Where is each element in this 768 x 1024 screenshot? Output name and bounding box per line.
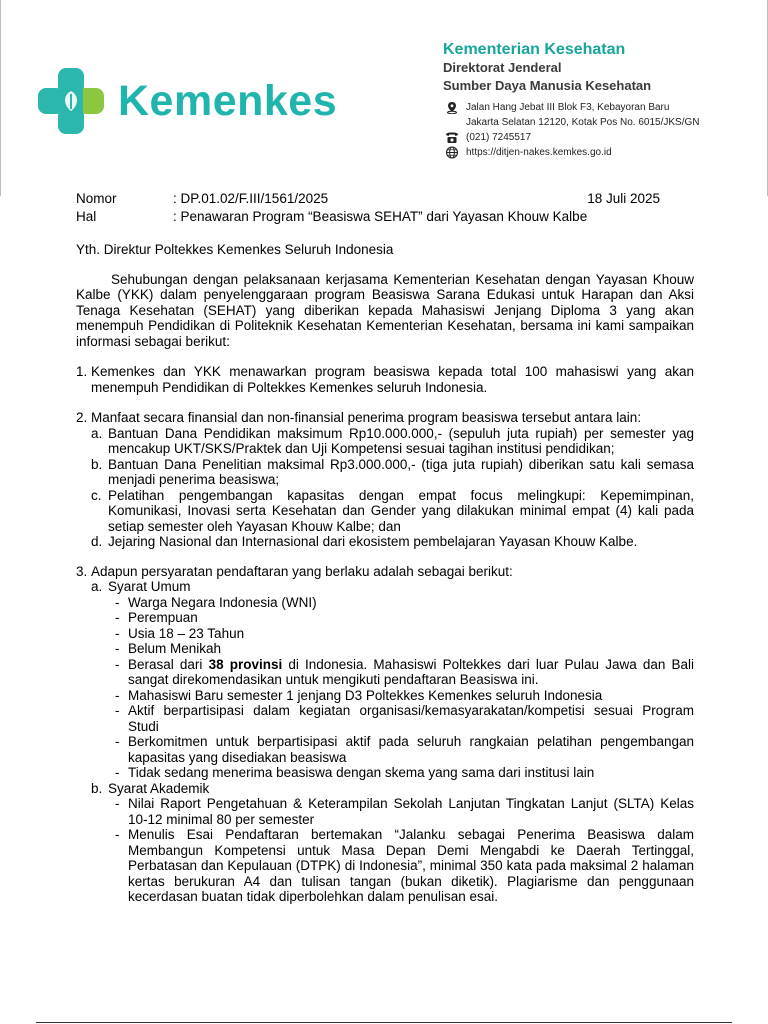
req-komitmen: [91, 734, 694, 765]
list-number: 2.: [76, 410, 88, 425]
dash-bullet: -: [115, 641, 120, 656]
directorate-line-2: Sumber Daya Manusia Kesehatan: [443, 78, 652, 93]
dash-bullet: -: [115, 687, 120, 703]
req-text-post: di Indonesia. Mahasiswi Poltekkes dari luar Pulau Jawa dan Bali sangat direkomendasikan untuk mengikuti pendaftaran Beasiswa ini.: [128, 656, 695, 687]
hal-value: : Penawaran Program “Beasiswa SEHAT” dari Yayasan Khouw Kalbe: [173, 209, 588, 224]
lead-paragraph: Sehubungan dengan pelaksanaan kerjasama Kementerian Kesehatan dengan Yayasan Khouw Kalbe (YKK) dalam penyelenggaraan program Beasiswa Sarana Edukasi untuk Harapan dan Aksi Tenaga Kesehatan (SEHAT) yang diberikan kepada Mahasiswi Jenjang Diploma 3 yang akan menempuh Pendidikan di Politeknik Kesehatan Kementerian Kesehatan, bersama ini kami sampaikan informasi sebagai berikut:: [76, 271, 694, 349]
req-text: Perempuan: [128, 610, 198, 625]
address-line-2: Jakarta Selatan 12120, Kotak Pos No. 6015/JKS/GN: [466, 117, 700, 128]
req-text: Belum Menikah: [128, 641, 222, 656]
hal-label: Hal: [76, 209, 97, 224]
dash-bullet: -: [115, 796, 120, 811]
dash-bullet: -: [115, 656, 120, 672]
req-text: Tidak sedang menerima beasiswa dengan skema yang sama dari institusi lain: [128, 765, 595, 780]
list-number: 3.: [76, 563, 88, 579]
globe-icon: [445, 146, 459, 159]
meta-row-nomor: [76, 191, 676, 209]
syarat-umum-title: Syarat Umum: [108, 579, 191, 594]
sub-item-c: [91, 488, 694, 535]
letter-meta: [76, 191, 676, 227]
sub-letter: d.: [91, 534, 103, 549]
list-item-1: [76, 364, 694, 395]
website-url[interactable]: https://ditjen-nakes.kemkes.go.id: [466, 147, 612, 158]
req-tidak-beasiswa: [91, 765, 694, 781]
dash-bullet: -: [115, 827, 120, 842]
list-number: 1.: [76, 364, 88, 379]
dash-bullet: -: [115, 765, 120, 780]
sub-item-text: Jejaring Nasional dan Internasional dari ekosistem pembelajaran Yayasan Khouw Kalbe.: [108, 534, 638, 549]
req-text-pre: Berasal dari: [128, 656, 209, 672]
kemenkes-logo: [38, 68, 104, 134]
org-name: Kementerian Kesehatan: [443, 41, 626, 58]
req-provinsi: [91, 657, 694, 688]
sub-item-text: Pelatihan pengembangan kapasitas dengan empat focus melingkupi: Kepemimpinan, Komunikasi, Inovasi serta Kesehatan dan Gender yang dilakukan minimal empat (4) kali pada setiap semester oleh Yayasan Khouw Kalbe; dan: [108, 487, 694, 534]
req-text: Aktif berpartisipasi dalam kegiatan organisasi/kemasyarakatan/kompetisi sesuai Program Studi: [128, 703, 694, 734]
nomor-label: Nomor: [76, 191, 117, 206]
letter-date: 18 Juli 2025: [587, 191, 660, 206]
addressee: Yth. Direktur Poltekkes Kemenkes Seluruh Indonesia: [76, 242, 394, 257]
req-mahasiswi-baru: [91, 688, 694, 704]
sub-letter: c.: [91, 487, 102, 503]
letterhead-address: [445, 100, 699, 160]
syarat-akademik-title: Syarat Akademik: [108, 780, 210, 796]
sub-letter: b.: [91, 780, 103, 796]
sub-item-d: [91, 534, 694, 550]
list-item-text: Manfaat secara finansial dan non-finansial penerima program beasiswa tersebut antara lain:: [91, 410, 642, 425]
letterhead-kop: [443, 40, 651, 95]
syarat-akademik: [91, 781, 694, 797]
footer-rule: [36, 1022, 732, 1023]
list-item-2: [76, 410, 694, 550]
phone-icon: [445, 131, 459, 144]
phone-row: [445, 130, 699, 145]
kemenkes-wordmark: Kemenkes: [118, 77, 338, 125]
sub-item-a: [91, 426, 694, 457]
nomor-value: : DP.01.02/F.III/1561/2025: [173, 191, 329, 206]
location-icon: [445, 101, 459, 114]
req-text: Berkomitmen untuk berpartisipasi aktif pada seluruh rangkaian pelatihan pengembangan kapasitas yang disediakan beasiswa: [128, 734, 694, 765]
meta-row-hal: [76, 209, 676, 227]
dash-bullet: -: [115, 594, 120, 610]
website-row: [445, 145, 699, 160]
page-edge-left: [0, 0, 1, 196]
sub-letter: b.: [91, 456, 103, 472]
req-text: Menulis Esai Pendaftaran bertemakan “Jalanku sebagai Penerima Beasiswa dalam Membangun Kompetensi untuk Masa Depan Demi Mengabdi ke Daerah Tertinggal, Perbatasan dan Kepulauan (DTPK) di Indonesia”, minimal 350 kata pada maksimal 2 halaman kertas berukuran A4 dan tulisan tangan (bukan diketik). Plagiarisme dan penggunaan kecerdasan buatan tidak diperbolehkan dalam penulisan esai.: [128, 827, 694, 904]
req-raport: [91, 796, 694, 827]
sub-letter: a.: [91, 425, 103, 441]
phone-number: (021) 7245517: [466, 132, 532, 143]
req-text: Nilai Raport Pengetahuan & Keterampilan Sekolah Lanjutan Tingkatan Lanjut (SLTA) Kelas 10-12 minimal 80 per semester: [128, 796, 694, 827]
dash-bullet: -: [115, 734, 120, 749]
req-esai: [91, 827, 694, 905]
address-row: [445, 100, 699, 115]
req-text: Usia 18 – 23 Tahun: [128, 625, 245, 641]
dash-bullet: -: [115, 610, 120, 625]
req-aktif: [91, 703, 694, 734]
dash-bullet: -: [115, 625, 120, 641]
dash-bullet: -: [115, 703, 120, 718]
list-item-3: [76, 564, 694, 905]
address-line-1: Jalan Hang Jebat III Blok F3, Kebayoran Baru: [466, 102, 670, 113]
req-text-bold: 38 provinsi: [208, 656, 283, 672]
letter-body: [76, 242, 694, 905]
req-wni: [91, 595, 694, 611]
list-item-text: Adapun persyaratan pendaftaran yang berlaku adalah sebagai berikut:: [91, 563, 513, 579]
syarat-umum: [91, 579, 694, 595]
sub-letter: a.: [91, 579, 103, 594]
sub-item-text: Bantuan Dana Pendidikan maksimum Rp10.000.000,- (sepuluh juta rupiah) per semester yag mencakup UKT/SKS/Praktek dan Uji Kompetensi sesuai tagihan institusi pendidikan;: [108, 425, 694, 456]
req-menikah: [91, 641, 694, 657]
req-usia: [91, 626, 694, 642]
req-text: Warga Negara Indonesia (WNI): [128, 594, 317, 610]
list-item-text: Kemenkes dan YKK menawarkan program beasiswa kepada total 100 mahasiswi yang akan menempuh Pendidikan di Poltekkes Kemenkes seluruh Indonesia.: [91, 364, 694, 395]
sub-item-b: [91, 457, 694, 488]
address-row-2: [445, 115, 699, 130]
req-perempuan: [91, 610, 694, 626]
directorate-line-1: Direktorat Jenderal: [443, 60, 562, 75]
req-text: Mahasiswi Baru semester 1 jenjang D3 Poltekkes Kemenkes seluruh Indonesia: [128, 687, 603, 703]
sub-item-text: Bantuan Dana Penelitian maksimal Rp3.000.000,- (tiga juta rupiah) diberikan satu kali semasa menjadi penerima beasiswa;: [108, 456, 694, 487]
